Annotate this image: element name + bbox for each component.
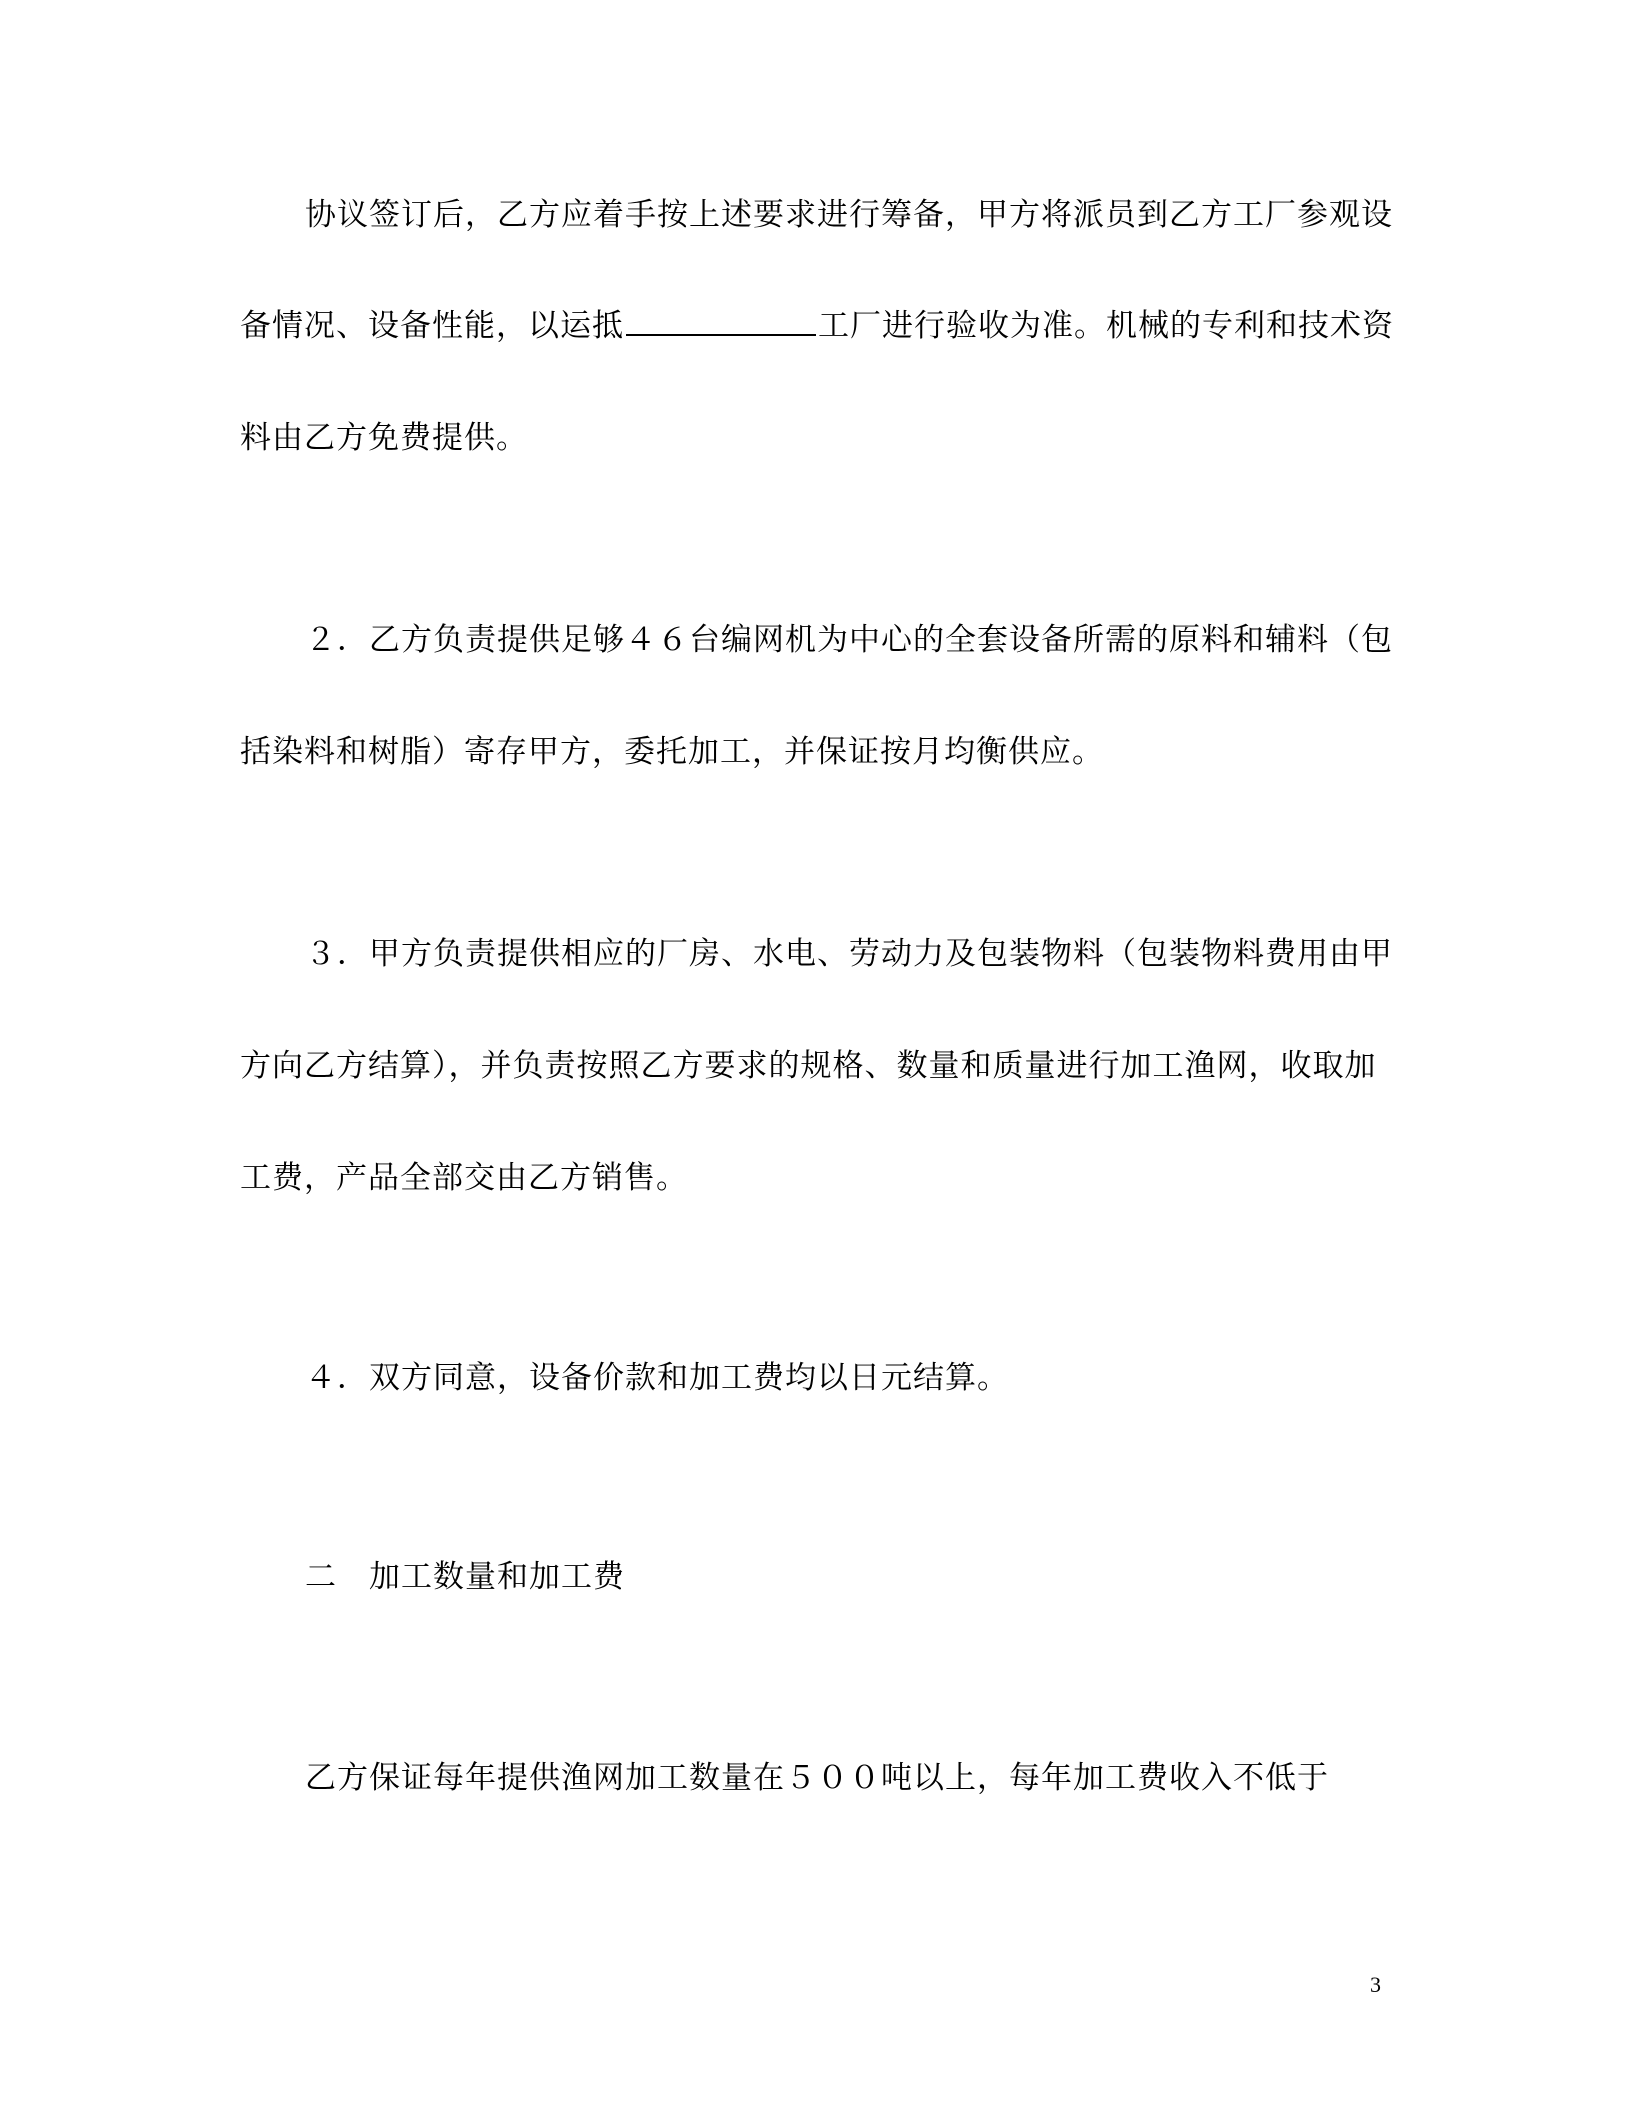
para4-line1: ４．双方同意，设备价款和加工费均以日元结算。: [305, 1360, 1009, 1396]
para1-line2-before: 备情况、设备性能，以运抵: [240, 308, 624, 344]
para1-line2-after: 工厂进行验收为准。机械的专利和技术资: [818, 308, 1394, 344]
para3-line2: 方向乙方结算），并负责按照乙方要求的规格、数量和质量进行加工渔网，收取加: [240, 1048, 1377, 1084]
section2-line1: 乙方保证每年提供渔网加工数量在５００吨以上，每年加工费收入不低于: [305, 1760, 1329, 1796]
para2-line2: 括染料和树脂）寄存甲方，委托加工，并保证按月均衡供应。: [240, 734, 1104, 770]
para1-line1: 协议签订后，乙方应着手按上述要求进行筹备，甲方将派员到乙方工厂参观设: [305, 197, 1393, 233]
para2-line1: ２．乙方负责提供足够４６台编网机为中心的全套设备所需的原料和辅料（包: [305, 622, 1393, 658]
para1-line2: [240, 306, 1394, 346]
para3-line1: ３．甲方负责提供相应的厂房、水电、劳动力及包装物料（包装物料费用由甲: [305, 936, 1393, 972]
page-number: 3: [1370, 1972, 1381, 1997]
fill-in-blank[interactable]: [626, 308, 816, 336]
para1-line3: 料由乙方免费提供。: [240, 420, 528, 456]
para3-line3: 工费，产品全部交由乙方销售。: [240, 1160, 688, 1196]
section2-heading: 二 加工数量和加工费: [305, 1559, 625, 1595]
